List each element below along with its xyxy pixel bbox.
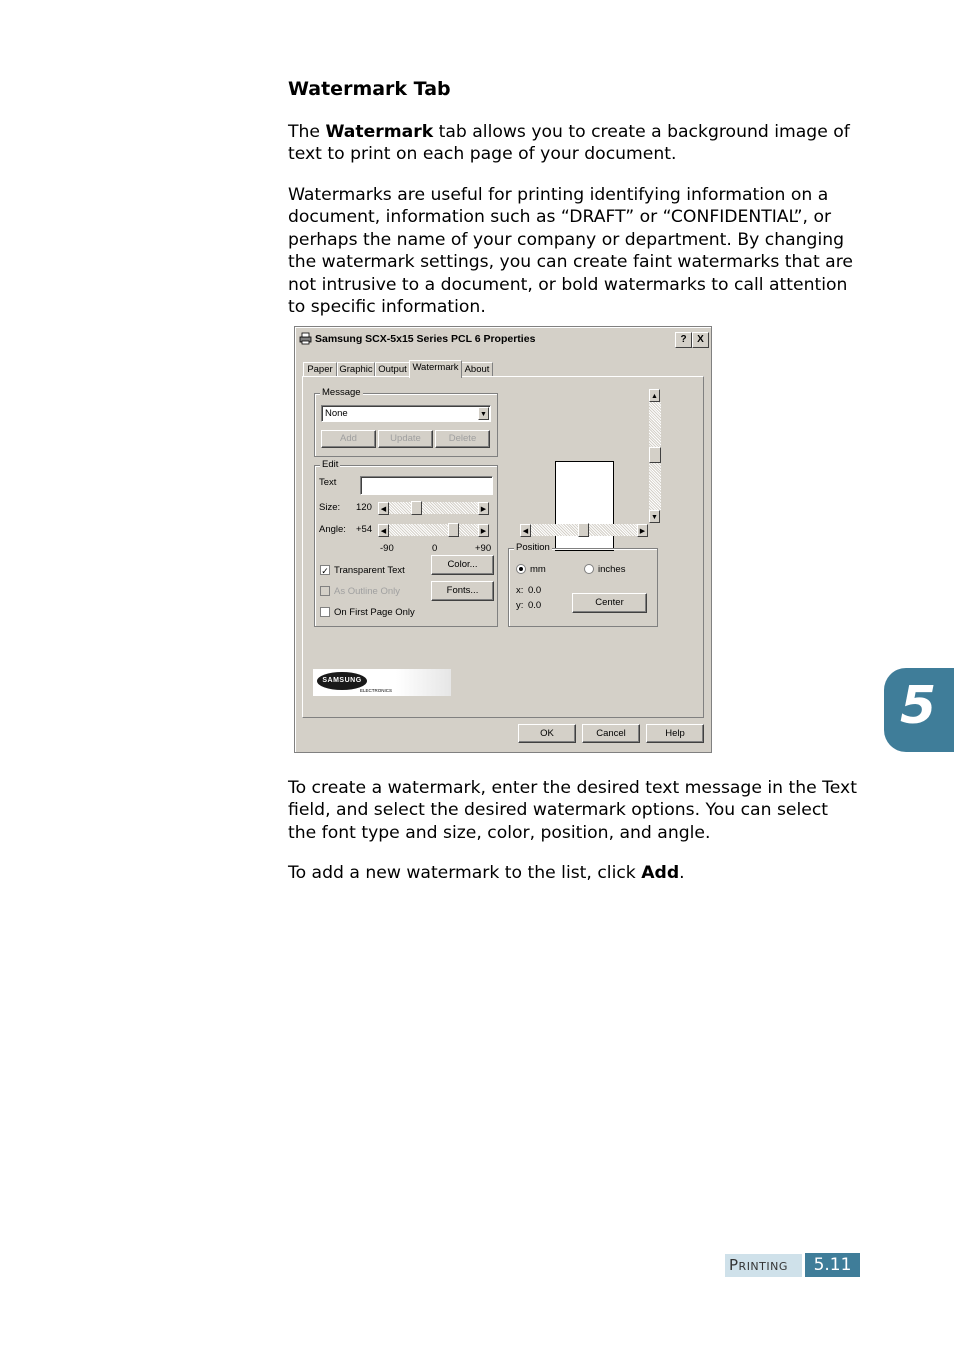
angle-slider-track[interactable]: [389, 524, 481, 536]
add-text-bold: Add: [641, 863, 680, 883]
add-text-end: .: [679, 863, 685, 883]
create-watermark-paragraph: To create a watermark, enter the desired text message in the Text field, and select the desired watermark options. You can select the font type and size, color, position, and angle.: [288, 778, 857, 843]
samsung-logo: [313, 669, 451, 696]
angle-value: +54: [356, 524, 373, 535]
on-first-page-only-checkbox[interactable]: [320, 607, 330, 617]
printer-icon: [299, 332, 312, 345]
properties-dialog: [294, 326, 712, 753]
help-button[interactable]: Help: [646, 724, 704, 743]
scroll-up-button[interactable]: ▲: [649, 389, 660, 402]
footer-section-label: [725, 1254, 802, 1277]
tab-about[interactable]: About: [461, 362, 493, 377]
transparent-text-checkbox[interactable]: ✓: [321, 566, 329, 576]
position-group-label: Position: [516, 542, 550, 553]
close-button[interactable]: X: [692, 332, 709, 348]
y-label: y:: [516, 600, 524, 611]
as-outline-only-label: As Outline Only: [334, 586, 400, 597]
inches-radio[interactable]: [584, 564, 594, 574]
angle-max-label: +90: [475, 543, 492, 554]
angle-label: Angle:: [319, 524, 346, 535]
size-increase-button[interactable]: ▶: [478, 502, 489, 515]
help-title-button[interactable]: ?: [675, 332, 692, 348]
samsung-logo-subtext: ELECTRONICS: [360, 688, 393, 693]
intro-text-start: The: [288, 122, 326, 142]
samsung-logo-mark: SAMSUNG: [317, 672, 367, 690]
horizontal-scroll-thumb[interactable]: [578, 523, 589, 537]
footer-page-number: 5.11: [805, 1253, 860, 1277]
watermark-panel: [302, 376, 704, 718]
section-heading: Watermark Tab: [288, 78, 451, 100]
scroll-right-button[interactable]: ▶: [637, 524, 648, 537]
chapter-tab: [884, 668, 954, 752]
on-first-page-only-label: On First Page Only: [334, 607, 415, 618]
add-button[interactable]: Add: [321, 430, 376, 448]
angle-mid-label: 0: [432, 543, 438, 554]
chevron-down-icon[interactable]: ▼: [478, 407, 489, 420]
x-value: 0.0: [528, 585, 542, 596]
message-select[interactable]: [321, 405, 491, 422]
vertical-scroll-thumb[interactable]: [649, 447, 661, 463]
cancel-button[interactable]: Cancel: [582, 724, 640, 743]
color-button[interactable]: Color...: [431, 555, 494, 575]
mm-label: mm: [530, 564, 546, 575]
inches-label: inches: [598, 564, 626, 575]
dialog-title: Samsung SCX-5x15 Series PCL 6 Properties: [315, 333, 536, 345]
size-slider-thumb[interactable]: [411, 501, 422, 515]
update-button[interactable]: Update: [378, 430, 433, 448]
angle-decrease-button[interactable]: ◀: [378, 524, 389, 537]
angle-min-label: -90: [380, 543, 394, 554]
tab-watermark[interactable]: Watermark: [409, 360, 462, 378]
size-value: 120: [356, 502, 372, 513]
text-label: Text: [319, 477, 337, 488]
intro-paragraph: [288, 121, 858, 166]
y-value: 0.0: [528, 600, 542, 611]
size-slider-track[interactable]: [389, 502, 481, 514]
as-outline-only-checkbox[interactable]: [320, 586, 330, 596]
scroll-down-button[interactable]: ▼: [649, 510, 660, 523]
tab-graphic[interactable]: Graphic: [337, 362, 375, 377]
footer-section-text: Printing: [729, 1256, 788, 1274]
add-text-start: To add a new watermark to the list, click: [288, 863, 642, 883]
transparent-text-label: Transparent Text: [334, 565, 405, 576]
message-group-label: Message: [322, 387, 361, 398]
watermark-text-input[interactable]: [360, 476, 493, 495]
angle-slider-thumb[interactable]: [448, 523, 459, 537]
message-group: [314, 387, 498, 457]
page-preview: [555, 461, 614, 551]
scroll-left-button[interactable]: ◀: [520, 524, 531, 537]
tab-paper[interactable]: Paper: [303, 362, 337, 377]
watermark-usage-paragraph: Watermarks are useful for printing identifying information on a document, information such as “DRAFT” or “CONFIDENTIAL”, or perhaps the name of your company or department. By changing the watermark settings, you can create faint watermarks that are not intrusive to a document, or bold watermarks to call attention to specific information.: [288, 185, 853, 318]
mm-radio[interactable]: [516, 564, 526, 574]
edit-group-label: Edit: [322, 459, 339, 470]
tab-output[interactable]: Output: [375, 362, 410, 377]
x-label: x:: [516, 585, 524, 596]
center-button[interactable]: Center: [572, 593, 647, 613]
message-select-value: None: [325, 408, 348, 419]
chapter-number: 5: [900, 676, 937, 736]
dialog-title-bar: [297, 329, 707, 349]
position-group: [508, 542, 658, 627]
delete-button[interactable]: Delete: [435, 430, 490, 448]
intro-text-end: tab allows you to create a background image of text to print on each page of your document.: [288, 122, 850, 165]
size-decrease-button[interactable]: ◀: [378, 502, 389, 515]
fonts-button[interactable]: Fonts...: [431, 581, 494, 601]
size-label: Size:: [319, 502, 341, 513]
add-watermark-paragraph: [288, 862, 858, 884]
edit-group: [314, 459, 498, 627]
angle-increase-button[interactable]: ▶: [478, 524, 489, 537]
intro-text-bold: Watermark: [325, 122, 434, 142]
ok-button[interactable]: OK: [518, 724, 576, 743]
